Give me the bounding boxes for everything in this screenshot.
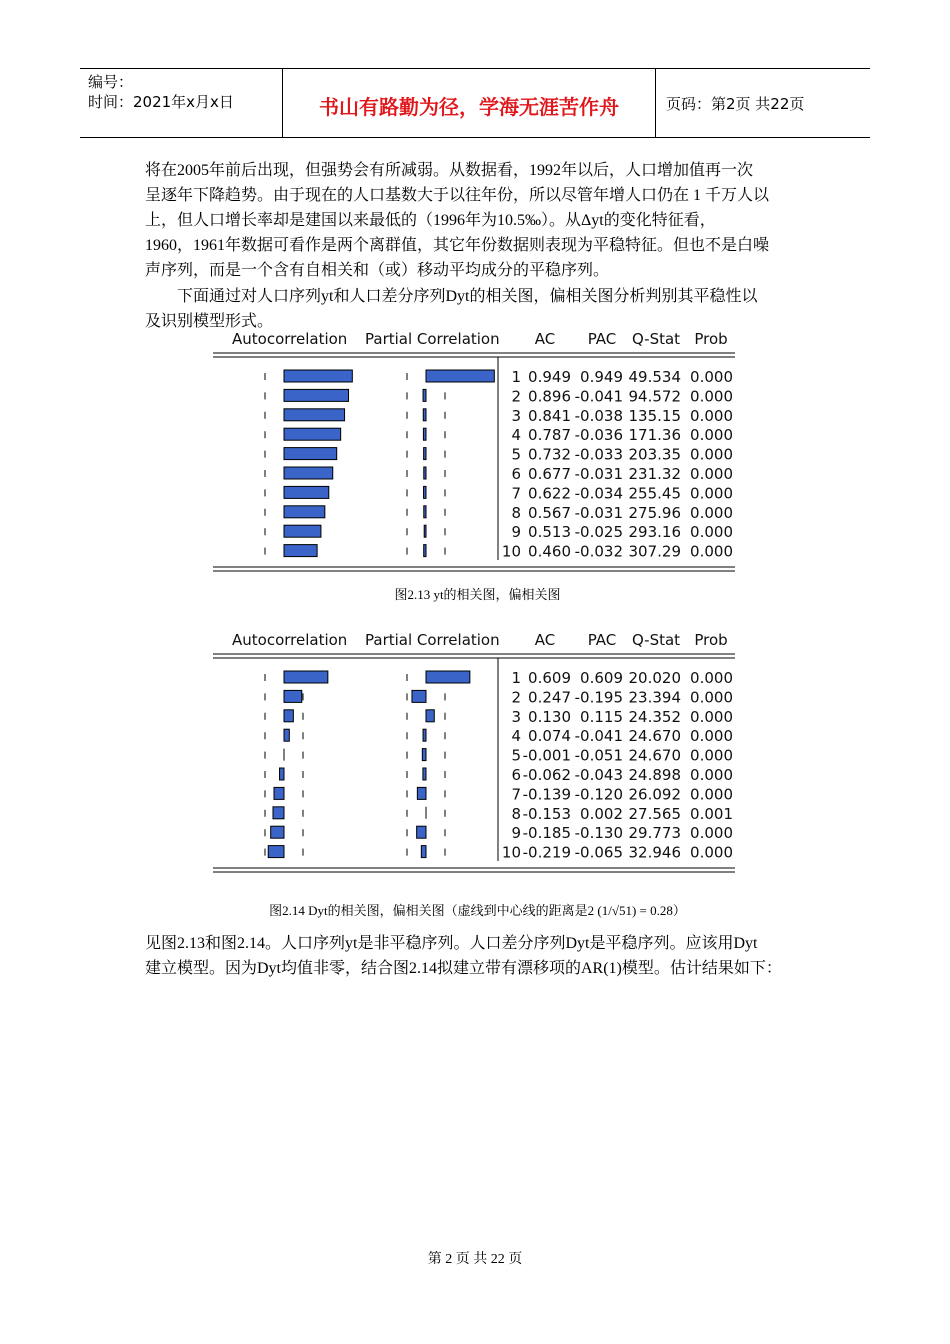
ac-value: 0.622 bbox=[528, 484, 571, 503]
prob-value: 0.000 bbox=[690, 766, 733, 784]
header-meta bbox=[80, 69, 283, 137]
ac-value: 0.787 bbox=[528, 426, 571, 445]
lag-label: 6 bbox=[511, 766, 521, 784]
ac-value: 0.460 bbox=[528, 542, 571, 561]
text-line: 及识别模型形式。 bbox=[145, 313, 274, 330]
ac-bar bbox=[284, 690, 302, 702]
qstat-value: 27.565 bbox=[628, 804, 681, 823]
qstat-value: 24.670 bbox=[628, 727, 681, 746]
prob-value: 0.000 bbox=[690, 542, 733, 561]
text-line: 下面通过对人口序列yt和人口差分序列Dyt的相关图，偏相关图分析判别其平稳性以 bbox=[177, 288, 758, 305]
header-motto: 书山有路勤为径，学海无涯苦作舟 bbox=[319, 95, 619, 119]
pac-bar bbox=[424, 486, 426, 498]
ac-bar bbox=[274, 787, 284, 799]
prob-value: 0.000 bbox=[690, 669, 733, 687]
header-ac: AC bbox=[534, 631, 556, 649]
ac-value: -0.001 bbox=[522, 746, 571, 765]
ac-value: 0.949 bbox=[528, 368, 571, 386]
prob-value: 0.000 bbox=[690, 445, 733, 464]
ac-value: -0.185 bbox=[522, 824, 571, 843]
ac-bar bbox=[284, 545, 317, 557]
prob-value: 0.000 bbox=[690, 503, 733, 522]
lag-label: 8 bbox=[511, 804, 521, 823]
lag-label: 2 bbox=[511, 387, 521, 406]
lag-label: 3 bbox=[511, 406, 521, 425]
pac-bar bbox=[423, 409, 426, 421]
pac-value: -0.031 bbox=[574, 465, 623, 483]
ac-bar bbox=[284, 409, 345, 421]
header-ac: AC bbox=[534, 330, 556, 348]
qstat-value: 94.572 bbox=[628, 387, 681, 406]
prob-value: 0.000 bbox=[690, 746, 733, 765]
header-page-cell bbox=[656, 69, 870, 137]
qstat-value: 293.16 bbox=[628, 523, 681, 542]
pac-bar bbox=[424, 525, 426, 537]
header-partial-correlation: Partial Correlation bbox=[365, 330, 500, 348]
pac-value: -0.033 bbox=[574, 445, 623, 464]
lag-label: 3 bbox=[511, 707, 521, 726]
text-line: 声序列，而是一个含有自相关和（或）移动平均成分的平稳序列。 bbox=[145, 262, 610, 279]
pac-bar bbox=[424, 467, 426, 479]
header-partial-correlation: Partial Correlation bbox=[365, 631, 500, 649]
prob-value: 0.000 bbox=[690, 426, 733, 445]
pac-value: -0.036 bbox=[574, 426, 623, 445]
prob-value: 0.000 bbox=[690, 727, 733, 746]
pac-value: -0.065 bbox=[574, 843, 623, 862]
pac-value: -0.025 bbox=[574, 523, 623, 542]
qstat-value: 307.29 bbox=[628, 542, 681, 561]
prob-value: 0.000 bbox=[690, 465, 733, 483]
qstat-value: 275.96 bbox=[628, 503, 681, 522]
lag-label: 1 bbox=[511, 669, 521, 687]
ac-bar bbox=[284, 486, 329, 498]
pac-bar bbox=[423, 389, 426, 401]
ac-bar bbox=[284, 389, 349, 401]
pac-bar bbox=[412, 690, 426, 702]
qstat-value: 135.15 bbox=[628, 406, 681, 425]
qstat-value: 32.946 bbox=[628, 843, 681, 862]
qstat-value: 24.670 bbox=[628, 746, 681, 765]
document-date-label: 时间：2021年x月x日 bbox=[88, 93, 234, 111]
header-autocorrelation: Autocorrelation bbox=[232, 631, 348, 649]
pac-value: 0.115 bbox=[580, 707, 623, 726]
lag-label: 9 bbox=[511, 523, 521, 542]
header-qstat: Q-Stat bbox=[631, 631, 681, 649]
figure-caption-2-14: 图2.14 Dyt的相关图，偏相关图（虚线到中心线的距离是2 (1/√51) = 0.28） bbox=[269, 903, 686, 918]
ac-value: 0.609 bbox=[528, 669, 571, 687]
pac-bar bbox=[426, 710, 434, 722]
lag-label: 8 bbox=[511, 503, 521, 522]
lag-label: 7 bbox=[511, 484, 521, 503]
lag-label: 10 bbox=[501, 843, 521, 862]
qstat-value: 26.092 bbox=[628, 785, 681, 804]
ac-value: 0.841 bbox=[528, 406, 571, 425]
correlogram-svg bbox=[213, 326, 735, 576]
pac-value: -0.034 bbox=[574, 484, 623, 503]
ac-bar bbox=[273, 807, 284, 819]
lag-label: 5 bbox=[511, 445, 521, 464]
pac-value: -0.195 bbox=[574, 688, 623, 707]
pac-bar bbox=[417, 826, 426, 838]
paragraph-intro bbox=[145, 158, 810, 283]
ac-bar bbox=[284, 525, 321, 537]
ac-value: -0.062 bbox=[522, 766, 571, 784]
pac-bar bbox=[421, 846, 426, 858]
lag-label: 1 bbox=[511, 368, 521, 386]
pac-bar bbox=[417, 787, 426, 799]
header-pac: PAC bbox=[587, 631, 617, 649]
pac-value: -0.031 bbox=[574, 503, 623, 522]
ac-bar bbox=[284, 467, 333, 479]
pac-bar bbox=[423, 428, 426, 440]
pac-value: -0.038 bbox=[574, 406, 623, 425]
pac-value: 0.949 bbox=[580, 368, 623, 386]
text-line: 呈逐年下降趋势。由于现在的人口基数大于以往年份，所以尽管年增人口仍在 1 千万人以 bbox=[145, 187, 770, 204]
ac-value: -0.139 bbox=[522, 785, 571, 804]
lag-label: 2 bbox=[511, 688, 521, 707]
pac-value: 0.609 bbox=[580, 669, 623, 687]
pac-value: -0.051 bbox=[574, 746, 623, 765]
lag-label: 4 bbox=[511, 727, 521, 746]
pac-bar bbox=[423, 768, 426, 780]
correlogram-svg bbox=[213, 627, 735, 877]
page-header bbox=[80, 68, 870, 138]
figure-caption-2-13: 图2.13 yt的相关图，偏相关图 bbox=[394, 587, 561, 602]
qstat-value: 171.36 bbox=[628, 426, 681, 445]
ac-bar bbox=[280, 768, 284, 780]
lag-label: 7 bbox=[511, 785, 521, 804]
ac-bar bbox=[271, 826, 284, 838]
header-page-number: 页码：第2页 共22页 bbox=[666, 95, 805, 113]
lag-label: 5 bbox=[511, 746, 521, 765]
qstat-value: 29.773 bbox=[628, 824, 681, 843]
prob-value: 0.000 bbox=[690, 523, 733, 542]
header-pac: PAC bbox=[587, 330, 617, 348]
correlogram-fig-2-13 bbox=[213, 326, 735, 580]
ac-value: 0.513 bbox=[528, 523, 571, 542]
qstat-value: 23.394 bbox=[628, 688, 681, 707]
ac-value: 0.896 bbox=[528, 387, 571, 406]
prob-value: 0.000 bbox=[690, 387, 733, 406]
prob-value: 0.000 bbox=[690, 824, 733, 843]
pac-bar bbox=[426, 671, 470, 683]
qstat-value: 231.32 bbox=[628, 465, 681, 483]
header-prob: Prob bbox=[694, 631, 728, 649]
qstat-value: 24.352 bbox=[628, 707, 681, 726]
prob-value: 0.000 bbox=[690, 707, 733, 726]
paragraph-conclusion bbox=[145, 931, 810, 981]
page-footer: 第 2 页 共 22 页 bbox=[427, 1252, 523, 1267]
ac-bar bbox=[284, 428, 341, 440]
prob-value: 0.000 bbox=[690, 484, 733, 503]
pac-value: -0.041 bbox=[574, 387, 623, 406]
ac-value: -0.219 bbox=[522, 843, 571, 862]
text-line: 上，但人口增长率却是建国以来最低的（1996年为10.5‰）。从Δyt的变化特征看， bbox=[145, 212, 716, 229]
prob-value: 0.000 bbox=[690, 785, 733, 804]
header-motto-cell bbox=[283, 69, 656, 137]
qstat-value: 203.35 bbox=[628, 445, 681, 464]
lag-label: 10 bbox=[501, 542, 521, 561]
ac-bar bbox=[284, 370, 352, 382]
ac-bar bbox=[284, 448, 337, 460]
qstat-value: 24.898 bbox=[628, 766, 681, 784]
ac-bar bbox=[284, 506, 325, 518]
prob-value: 0.001 bbox=[690, 804, 733, 823]
header-prob: Prob bbox=[694, 330, 728, 348]
ac-value: 0.567 bbox=[528, 503, 571, 522]
correlogram-fig-2-14 bbox=[213, 627, 735, 881]
prob-value: 0.000 bbox=[690, 406, 733, 425]
qstat-value: 255.45 bbox=[628, 484, 681, 503]
ac-value: 0.732 bbox=[528, 445, 571, 464]
pac-value: -0.032 bbox=[574, 542, 623, 561]
pac-value: -0.041 bbox=[574, 727, 623, 746]
prob-value: 0.000 bbox=[690, 368, 733, 386]
pac-bar bbox=[422, 749, 426, 761]
qstat-value: 20.020 bbox=[628, 669, 681, 687]
prob-value: 0.000 bbox=[690, 688, 733, 707]
ac-value: 0.677 bbox=[528, 465, 571, 483]
ac-value: 0.130 bbox=[528, 707, 571, 726]
ac-bar bbox=[284, 729, 289, 741]
pac-bar bbox=[424, 448, 426, 460]
pac-value: 0.002 bbox=[580, 804, 623, 823]
header-qstat: Q-Stat bbox=[631, 330, 681, 348]
pac-bar bbox=[424, 506, 426, 518]
ac-bar bbox=[268, 846, 284, 858]
text-line: 1960，1961年数据可看作是两个离群值，其它年份数据则表现为平稳特征。但也不是白噪 bbox=[145, 237, 770, 254]
text-line: 建立模型。因为Dyt均值非零，结合图2.14拟建立带有漂移项的AR(1)模型。估计结果如下： bbox=[145, 960, 782, 977]
pac-value: -0.130 bbox=[574, 824, 623, 843]
text-line: 见图2.13和图2.14。人口序列yt是非平稳序列。人口差分序列Dyt是平稳序列。应该用Dyt bbox=[145, 935, 758, 952]
prob-value: 0.000 bbox=[690, 843, 733, 862]
lag-label: 6 bbox=[511, 465, 521, 483]
pac-bar bbox=[423, 729, 426, 741]
ac-value: 0.247 bbox=[528, 688, 571, 707]
ac-bar bbox=[284, 710, 293, 722]
lag-label: 4 bbox=[511, 426, 521, 445]
pac-bar bbox=[424, 545, 426, 557]
pac-bar bbox=[426, 370, 494, 382]
ac-bar bbox=[284, 671, 328, 683]
ac-value: 0.074 bbox=[528, 727, 571, 746]
text-line: 将在2005年前后出现，但强势会有所减弱。从数据看，1992年以后，人口增加值再一次 bbox=[145, 162, 754, 179]
lag-label: 9 bbox=[511, 824, 521, 843]
pac-value: -0.120 bbox=[574, 785, 623, 804]
pac-value: -0.043 bbox=[574, 766, 623, 784]
ac-value: -0.153 bbox=[522, 804, 571, 823]
header-autocorrelation: Autocorrelation bbox=[232, 330, 348, 348]
qstat-value: 49.534 bbox=[628, 368, 681, 386]
document-number-label: 编号： bbox=[88, 73, 134, 91]
